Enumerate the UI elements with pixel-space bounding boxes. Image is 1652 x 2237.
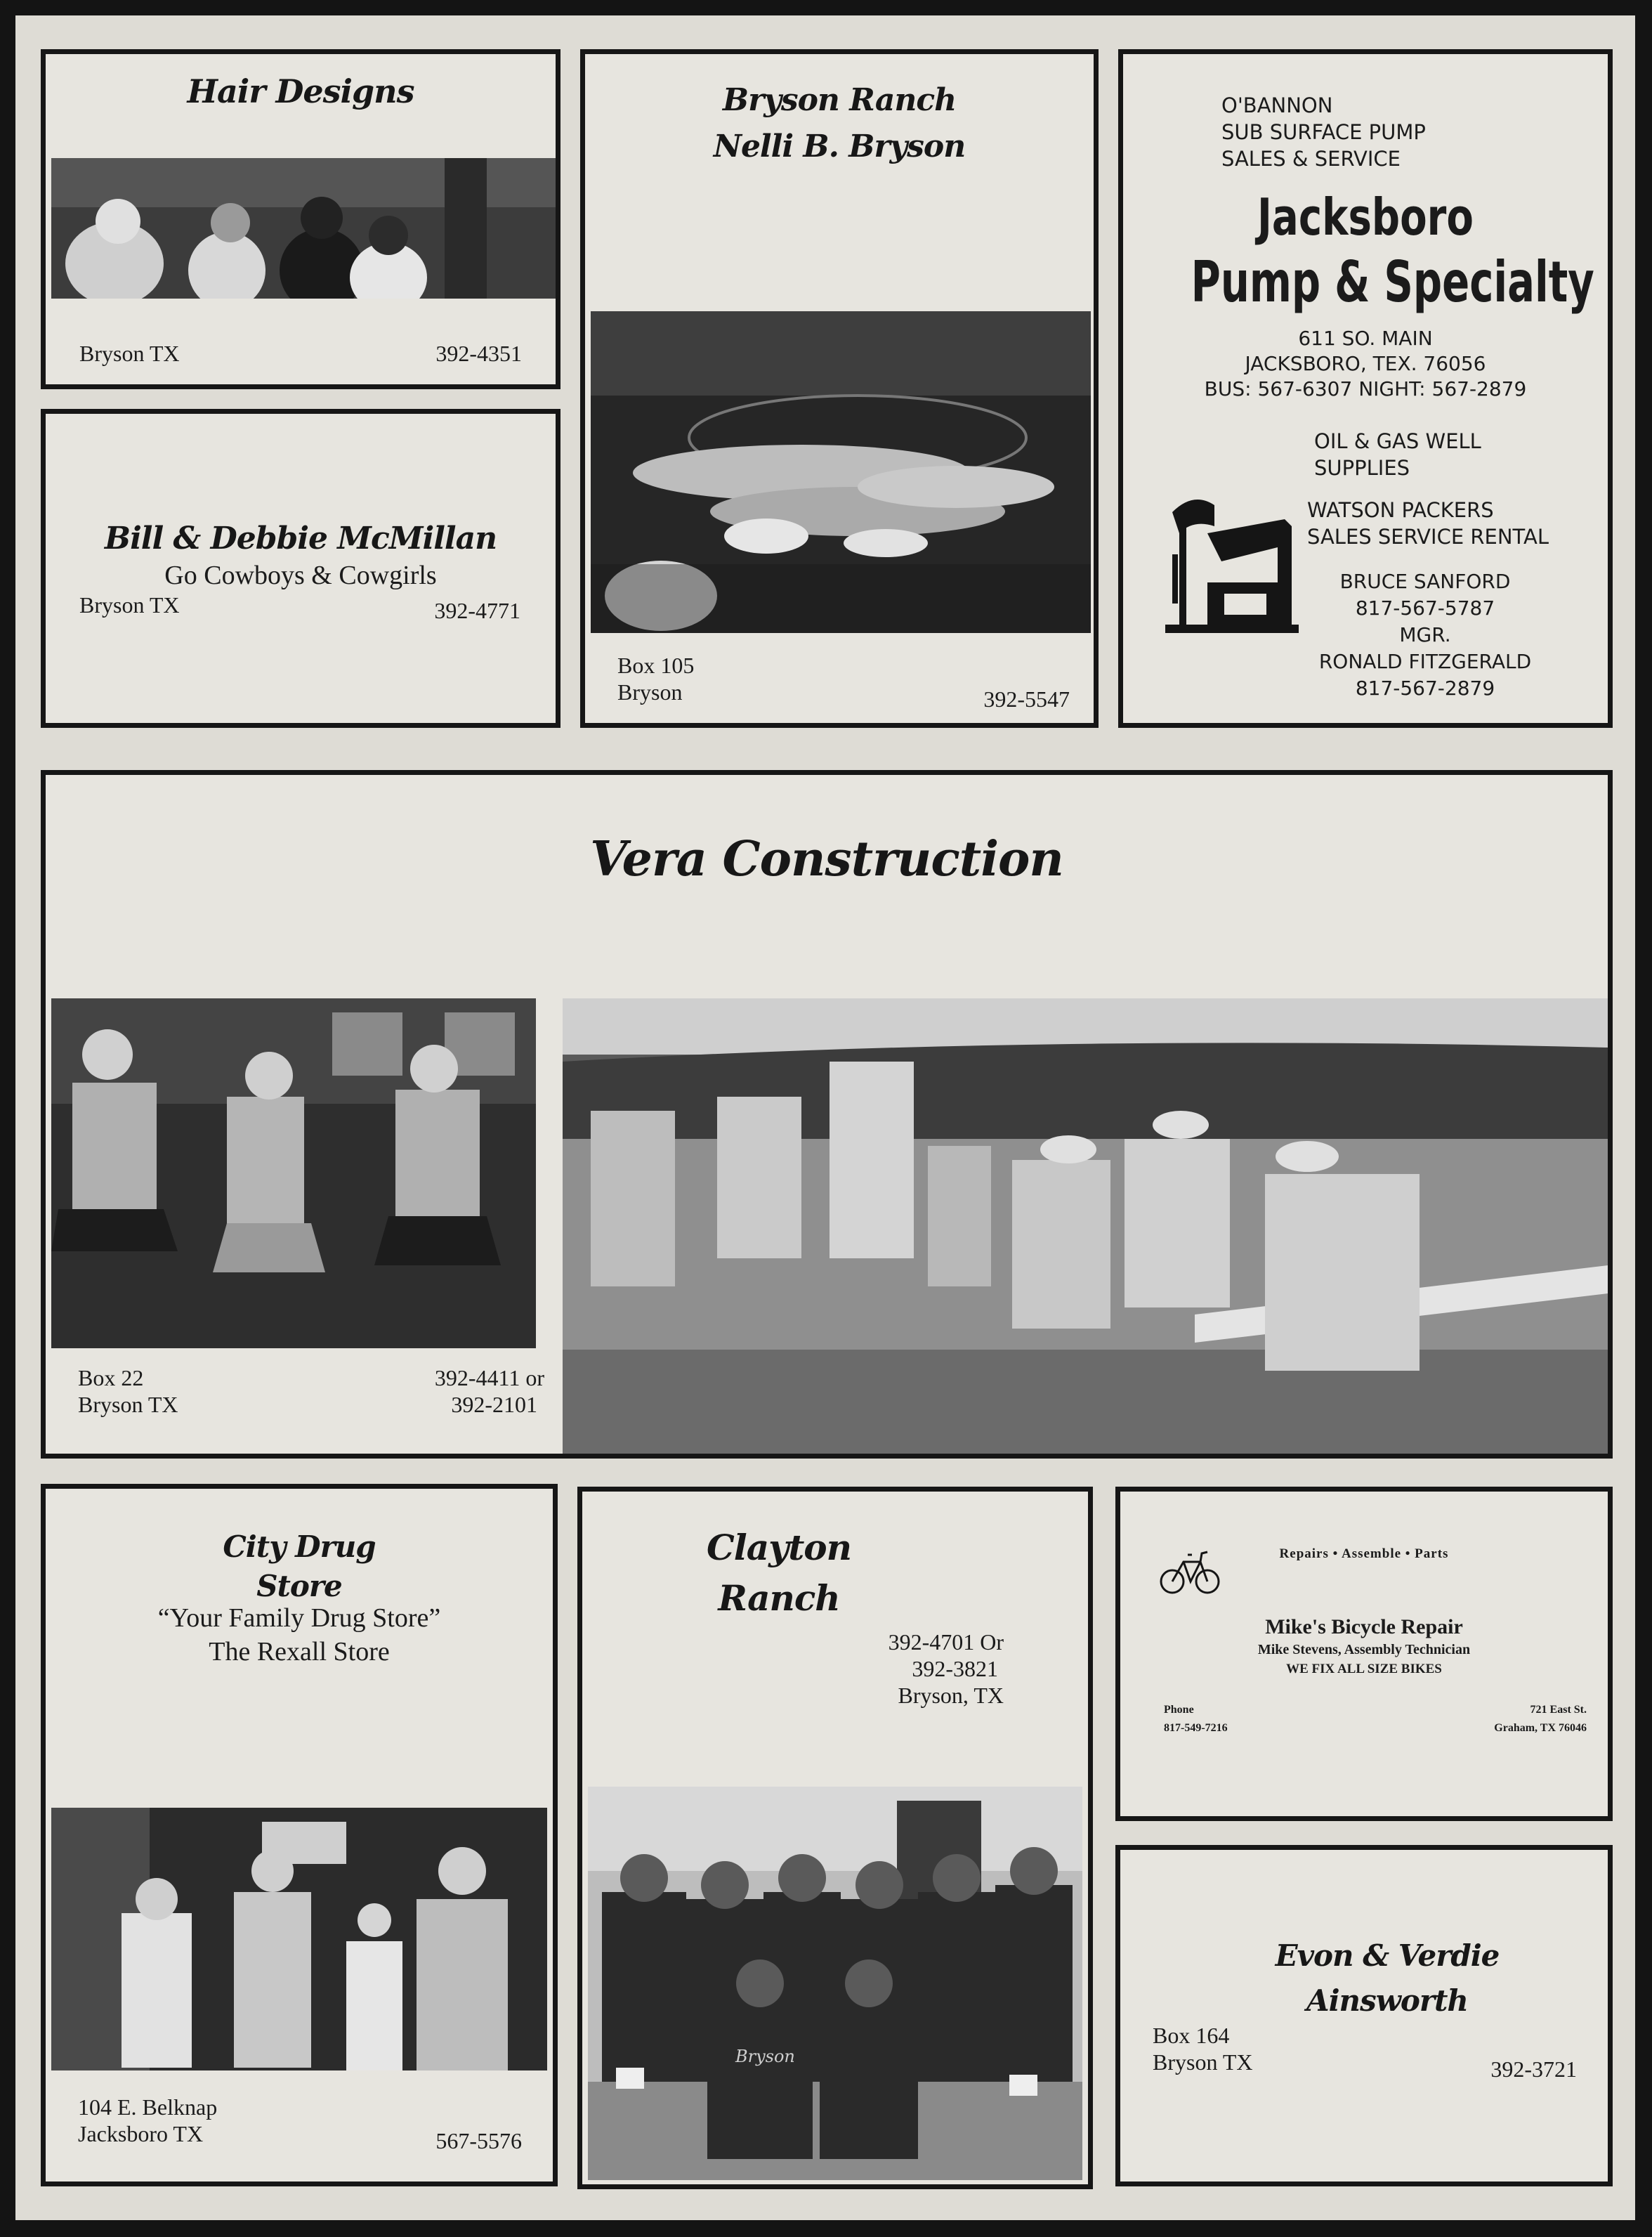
ad-slogan: Go Cowboys & Cowgirls — [164, 561, 437, 590]
ad-packers-line: SALES SERVICE RENTAL — [1307, 525, 1549, 549]
ad-services: Repairs • Assemble • Parts — [1279, 1546, 1449, 1561]
ad-title: Mike's Bicycle Repair — [1265, 1615, 1463, 1638]
ad-address: 104 E. Belknap — [78, 2094, 218, 2120]
ad-slogan: “Your Family Drug Store” — [157, 1603, 441, 1633]
ad-vera-construction — [41, 770, 1613, 1459]
ad-top-line: SUB SURFACE PUMP — [1221, 120, 1426, 144]
photo-volleyball-team — [588, 1787, 1082, 2180]
ad-title: Hair Designs — [187, 72, 414, 110]
ad-bicycle-repair — [1115, 1487, 1613, 1821]
ad-phone-label: Phone — [1164, 1704, 1194, 1716]
ad-phone-2: 392-2101 — [451, 1392, 537, 1417]
ad-title: Vera Construction — [590, 831, 1063, 887]
ad-technician: Mike Stevens, Assembly Technician — [1257, 1642, 1471, 1657]
ad-city-drug — [41, 1484, 558, 2186]
photo-baseball-dugout — [563, 998, 1608, 1454]
ad-phone: 817-549-7216 — [1164, 1722, 1228, 1734]
ad-phone-1: 392-4411 or — [434, 1365, 544, 1390]
ad-phone-2: 392-3821 — [912, 1656, 998, 1681]
ad-city: Graham, TX 76046 — [1494, 1722, 1587, 1734]
ad-title-line2: Nelli B. Bryson — [713, 129, 966, 164]
ad-title-line1: Bryson Ranch — [722, 82, 957, 118]
yearbook-ad-page — [15, 15, 1635, 2220]
ad-city: Bryson, TX — [898, 1683, 1004, 1708]
ad-address-line: 611 SO. MAIN — [1298, 327, 1433, 350]
ad-contact-line: RONALD FITZGERALD — [1318, 650, 1532, 673]
ad-title-line2: Ainsworth — [1306, 1983, 1468, 2018]
ad-subtitle: The Rexall Store — [209, 1637, 390, 1667]
ad-box: Box 105 — [617, 653, 695, 678]
ad-contact-line: BRUCE SANFORD — [1339, 570, 1511, 593]
ad-contact-line: 817-567-5787 — [1355, 596, 1495, 620]
ad-city: Jacksboro TX — [78, 2121, 204, 2146]
ad-phone: 392-3721 — [1490, 2056, 1577, 2082]
ad-title-line1: Jacksboro — [1257, 188, 1474, 247]
ad-bryson-ranch — [580, 49, 1099, 728]
ad-title-line1: Clayton — [706, 1527, 852, 1568]
ad-top-line: SALES & SERVICE — [1221, 147, 1401, 171]
ad-ainsworth — [1115, 1845, 1613, 2186]
ad-supplies-line: SUPPLIES — [1314, 456, 1410, 480]
ad-title-line2: Ranch — [718, 1577, 840, 1619]
ad-phone: 567-5576 — [435, 2128, 522, 2153]
ad-jacksboro-pump — [1118, 49, 1613, 728]
photo-players-on-floor — [591, 311, 1091, 633]
ad-phone: 392-4771 — [434, 598, 520, 623]
ad-address-line: JACKSBORO, TEX. 76056 — [1245, 352, 1486, 375]
ad-city: Bryson TX — [78, 1392, 178, 1417]
ad-top-line: O'BANNON — [1221, 93, 1333, 117]
ad-phone: 392-5547 — [983, 686, 1070, 712]
ad-title-line2: Pump & Specialty — [1191, 249, 1594, 315]
ad-box: Box 164 — [1153, 2023, 1230, 2048]
photo-cheer-boys — [51, 998, 536, 1348]
ad-title-line1: City Drug — [223, 1530, 376, 1564]
ad-city: Bryson — [617, 679, 683, 705]
ad-mcmillan — [41, 409, 560, 728]
pump-jack-icon — [1165, 484, 1299, 636]
ad-contact-line: 817-567-2879 — [1355, 677, 1495, 700]
ad-tagline: WE FIX ALL SIZE BIKES — [1286, 1662, 1442, 1676]
ad-packers-line: WATSON PACKERS — [1307, 498, 1494, 522]
ad-title: Bill & Debbie McMillan — [104, 521, 497, 556]
jersey-text: Bryson — [735, 2047, 795, 2066]
ad-title-line2: Store — [256, 1569, 342, 1603]
ad-clayton-ranch — [577, 1487, 1093, 2189]
ad-phone: 392-4351 — [435, 341, 522, 366]
ad-title-line1: Evon & Verdie — [1275, 1938, 1500, 1973]
ad-city: Bryson TX — [79, 341, 180, 366]
ad-supplies-line: OIL & GAS WELL — [1314, 429, 1481, 453]
ad-box: Box 22 — [78, 1365, 144, 1390]
ad-address-line: BUS: 567-6307 NIGHT: 567-2879 — [1204, 377, 1527, 400]
ad-phone-1: 392-4701 Or — [888, 1629, 1004, 1655]
photo-salon — [51, 158, 556, 299]
ad-city: Bryson TX — [1153, 2049, 1253, 2075]
ad-hair-designs — [41, 49, 560, 389]
ad-city: Bryson TX — [79, 592, 180, 618]
ad-contact-line: MGR. — [1399, 623, 1451, 646]
photo-hallway-group — [51, 1808, 547, 2070]
ad-street: 721 East St. — [1530, 1704, 1587, 1716]
